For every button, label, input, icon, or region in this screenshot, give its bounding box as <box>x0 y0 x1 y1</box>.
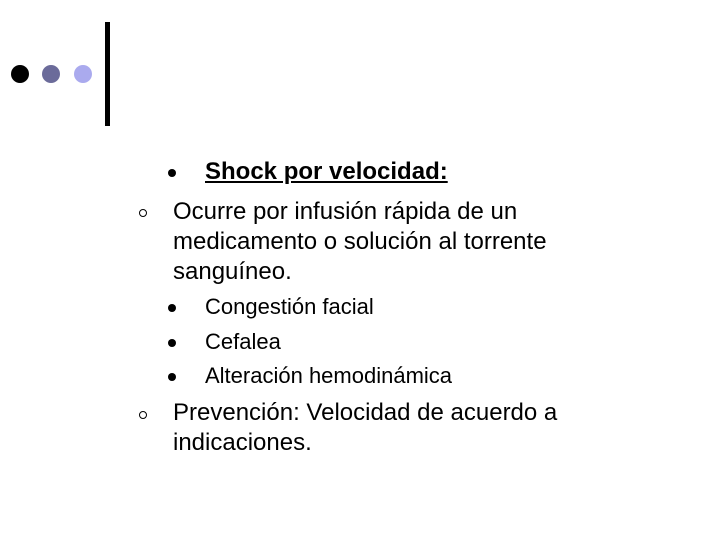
item-bullet <box>139 209 147 217</box>
decor-dot-slate <box>42 65 60 83</box>
item-2-line-1: Prevención: Velocidad de acuerdo a <box>173 399 558 426</box>
item-2-line-2: indicaciones. <box>173 429 312 456</box>
item-1-line-2: medicamento o solución al torrente <box>173 228 547 255</box>
item-1-line-1: Ocurre por infusión rápida de un <box>173 198 518 225</box>
item-1-line-3: sanguíneo. <box>173 258 292 285</box>
sub-item-cefalea: Cefalea <box>205 329 281 354</box>
decor-dot-lavender <box>74 65 92 83</box>
sub-bullet <box>168 373 176 381</box>
sub-bullet <box>168 339 176 347</box>
sub-bullet <box>168 304 176 312</box>
sub-item-alteracion: Alteración hemodinámica <box>205 363 453 388</box>
item-bullet <box>139 411 147 419</box>
heading-bullet <box>168 169 176 177</box>
decor-vertical-bar <box>105 22 110 126</box>
decor-dot-black <box>11 65 29 83</box>
sub-item-congestion: Congestión facial <box>205 294 374 319</box>
slide-heading: Shock por velocidad: <box>205 158 448 185</box>
